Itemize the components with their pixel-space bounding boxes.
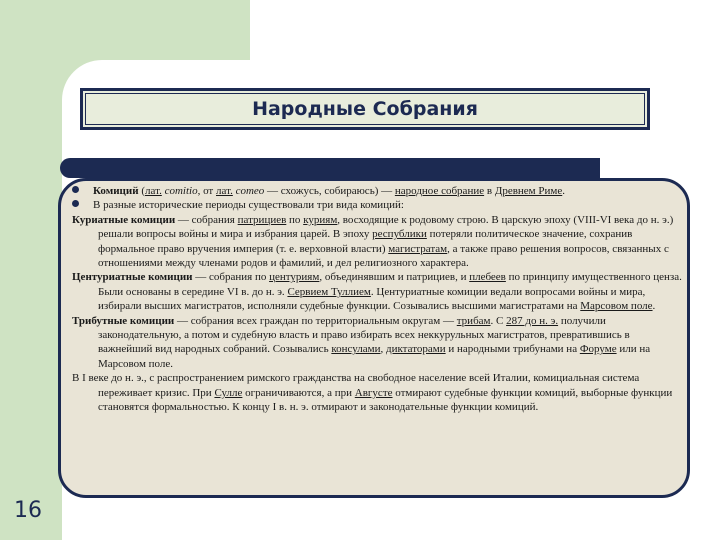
text-run: , от [197,185,216,197]
paragraph-three-types [72,198,686,212]
paragraph-tribal [72,314,686,372]
term-centuriate: Центуриатные комиции [72,271,193,284]
text-run: ограничиваются, а при [242,386,355,399]
bullet-icon [72,186,79,193]
link-tribes[interactable]: трибам [456,314,491,327]
text-run: — схожусь, собираюсь) — [264,185,395,197]
paragraph-comitium [72,184,686,198]
text-run: потеряли политическое значение, сохранив формальное право вручения империя (т. е. верховной власти) [98,228,633,255]
link-servius-tullius[interactable]: Сервием Туллием [287,285,371,298]
link-sulla[interactable]: Сулле [214,386,243,399]
text-run: или на Марсовом поле. [98,343,651,370]
text-run: В I веке до н. э., с распространением римского гражданства на свободное население всей Италии, комициальная система переживает кризис. При [72,372,640,399]
link-centuries[interactable]: центуриям [269,271,320,284]
term-comitium: Комиций [93,185,139,197]
text-run: — собрания по [192,271,270,284]
term-tribal: Трибутные комиции [72,314,175,327]
link-magistrates[interactable]: магистратам [388,242,448,255]
text-run: — собрания всех граждан по территориальным округам — [174,314,457,327]
link-287-bc[interactable]: 287 до н. э. [506,314,559,327]
body-text [72,184,686,415]
link-plebeians[interactable]: плебеев [469,271,506,284]
text-run: в [484,185,495,197]
text-run: получили законодательную, а потом и судебную власть и право избирать всех неккурульных магистратов, превратившись в важнейший вид народных собраний. Созывались [98,314,630,356]
latin-word: comitio [161,185,198,197]
text-run: по [286,213,304,226]
text-run: . С [490,314,507,327]
title-box [80,88,650,130]
text-run: ( [138,185,145,197]
link-augustus[interactable]: Августе [354,386,393,399]
link-dictators[interactable]: диктаторами [386,343,446,356]
text-run: , восходящие к родовому строю. В царскую эпоху (VIII-VI века до н. э.) решали вопросы войны и мира и избрания царей. В эпоху [98,213,674,241]
link-popular-assembly[interactable]: народное собрание [394,185,485,197]
text-run: и народными трибунами на [445,343,580,356]
text-run: , [380,343,386,356]
page-number: 16 [14,498,42,523]
text-run: В разные исторические периоды существовали три вида комиций: [93,199,404,212]
page-title: Народные Собрания [252,98,478,120]
link-forum[interactable]: Форуме [579,343,617,356]
text-run: , а также право решения вопросов, связанных с отношениями между членами родов и фамилий, и дел религиозного характера. [98,242,669,270]
text-run: , объединявшим и патрициев, и [319,271,470,284]
latin-word: comeo [232,185,265,197]
text-run: . [562,185,565,197]
bullet-icon [72,200,79,207]
link-ancient-rome[interactable]: Древнем Риме [494,185,563,197]
link-patricians[interactable]: патрициев [237,213,287,226]
link-consuls[interactable]: консулами [331,343,381,356]
text-run: . Центуриатные комиции ведали вопросами войны и мира, избирали высших магистратов, исполняли судебные функции. Созывались высшими магистратами на [98,285,646,313]
paragraph-crisis [72,371,686,414]
text-run: отмирают судебные функции комиций, выборные функции становятся формальностью. К концу I в. н. э. отмирают и законодательные функции комиций. [98,386,673,414]
link-latin[interactable]: лат. [216,185,233,197]
decorative-bar [60,158,600,178]
paragraph-curiate [72,213,686,271]
link-latin[interactable]: лат. [145,185,162,197]
term-curiate: Куриатные комиции [72,213,176,226]
paragraph-centuriate [72,270,686,313]
text-run: . [652,300,656,313]
link-curiae[interactable]: куриям [303,213,338,226]
link-campus-martius[interactable]: Марсовом поле [580,300,653,313]
link-republic[interactable]: республики [372,228,427,241]
text-run: — собрания [175,213,238,226]
text-run: по принципу имущественного ценза. Были основаны в середине VI в. до н. э. [98,271,682,298]
